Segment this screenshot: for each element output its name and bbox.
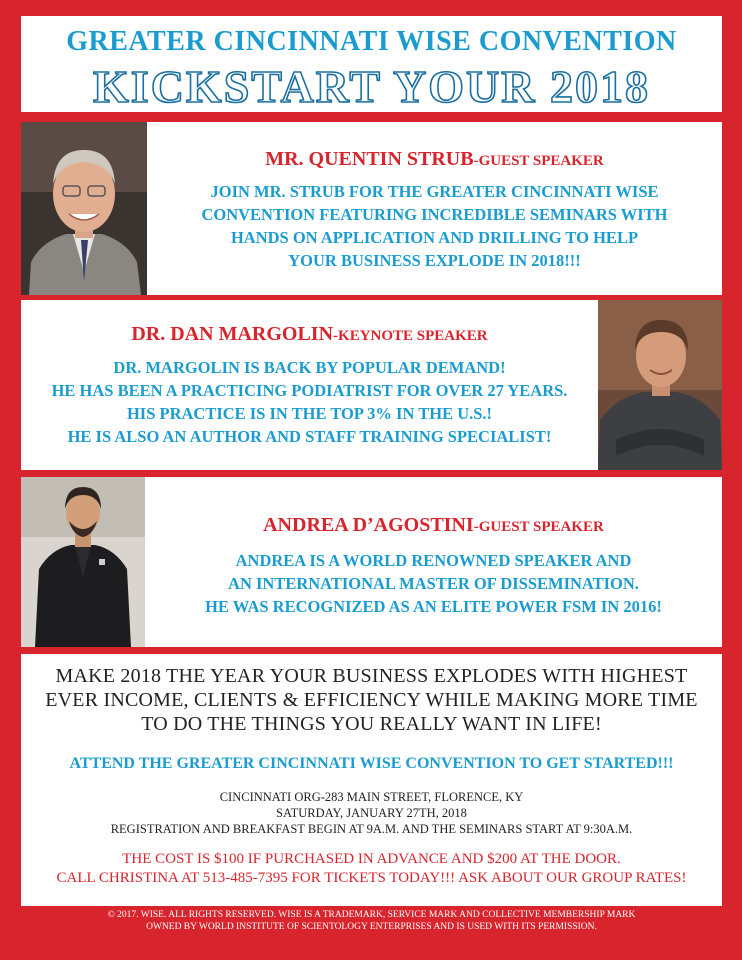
description-line: HIS PRACTICE IS IN THE TOP 3% IN THE U.S.!	[126, 404, 493, 423]
pitch-line: TO DO THE THINGS YOU REALLY WANT IN LIFE!	[141, 713, 602, 735]
speaker-role-margolin: -KEYNOTE SPEAKER	[333, 328, 488, 344]
footer-line: © 2017. WISE. ALL RIGHTS RESERVED. WISE IS A TRADEMARK, SERVICE MARK AND COLLECTIVE MEMBERSHIP MARK	[107, 910, 636, 920]
event-date: SATURDAY, JANUARY 27TH, 2018	[276, 806, 467, 820]
event-address: CINCINNATI ORG-283 MAIN STREET, FLORENCE, KY	[219, 790, 524, 804]
speaker-name-dagostini: ANDREA D’AGOSTINI	[263, 514, 474, 536]
speaker-title-dagostini	[145, 514, 722, 537]
attend-call-to-action: ATTEND THE GREATER CINCINNATI WISE CONVENTION TO GET STARTED!!!	[69, 755, 674, 772]
pitch-text	[21, 664, 722, 736]
speaker-name-strub: MR. QUENTIN STRUB	[265, 148, 474, 170]
speaker-description-dagostini	[145, 549, 722, 618]
speaker-title-strub	[147, 148, 722, 171]
copyright-footer	[21, 909, 722, 933]
event-details	[21, 789, 722, 837]
pitch-line: EVER INCOME, CLIENTS & EFFICIENCY WHILE MAKING MORE TIME	[45, 689, 698, 711]
description-line: HE IS ALSO AN AUTHOR AND STAFF TRAINING SPECIALIST!	[67, 427, 552, 446]
description-line: HANDS ON APPLICATION AND DRILLING TO HELP	[230, 228, 639, 247]
description-line: ANDREA IS A WORLD RENOWNED SPEAKER AND	[235, 551, 632, 570]
speaker-description-strub	[147, 180, 722, 272]
description-line: JOIN MR. STRUB FOR THE GREATER CINCINNATI WISE	[210, 182, 659, 201]
speaker-photo-margolin	[598, 300, 722, 470]
speaker-photo-dagostini	[21, 477, 145, 647]
speaker-photo-strub	[21, 122, 147, 295]
cost-info	[21, 850, 722, 888]
cost-line: THE COST IS $100 IF PURCHASED IN ADVANCE AND $200 AT THE DOOR.	[122, 851, 621, 867]
description-line: DR. MARGOLIN IS BACK BY POPULAR DEMAND!	[113, 358, 506, 377]
kickstart-tagline: KICKSTART YOUR 2018	[93, 61, 650, 112]
speaker-name-margolin: DR. DAN MARGOLIN	[131, 323, 334, 345]
speaker-panel-strub	[21, 122, 722, 295]
description-line: HE HAS BEEN A PRACTICING PODIATRIST FOR OVER 27 YEARS.	[51, 381, 568, 400]
speaker-role-dagostini: -GUEST SPEAKER	[473, 519, 604, 535]
contact-line: CALL CHRISTINA AT 513-485-7395 FOR TICKETS TODAY!!! ASK ABOUT OUR GROUP RATES!	[56, 870, 687, 886]
speaker-title-margolin	[21, 323, 598, 346]
description-line: CONVENTION FEATURING INCREDIBLE SEMINARS WITH	[201, 205, 668, 224]
header-panel	[21, 16, 722, 112]
event-schedule: REGISTRATION AND BREAKFAST BEGIN AT 9A.M. AND THE SEMINARS START AT 9:30A.M.	[110, 822, 633, 836]
speaker-description-margolin	[21, 356, 598, 448]
event-info-panel	[21, 654, 722, 906]
speaker-panel-dagostini	[21, 477, 722, 647]
convention-title: GREATER CINCINNATI WISE CONVENTION	[66, 26, 677, 57]
speaker-panel-margolin	[21, 300, 722, 470]
description-line: AN INTERNATIONAL MASTER OF DISSEMINATION.	[228, 574, 639, 593]
footer-line: OWNED BY WORLD INSTITUTE OF SCIENTOLOGY ENTERPRISES AND IS USED WITH ITS PERMISSION.	[146, 922, 597, 932]
description-line: YOUR BUSINESS EXPLODE IN 2018!!!	[288, 251, 581, 270]
pitch-line: MAKE 2018 THE YEAR YOUR BUSINESS EXPLODES WITH HIGHEST	[55, 665, 688, 687]
description-line: HE WAS RECOGNIZED AS AN ELITE POWER FSM IN 2016!	[205, 597, 662, 616]
speaker-role-strub: -GUEST SPEAKER	[473, 153, 604, 169]
